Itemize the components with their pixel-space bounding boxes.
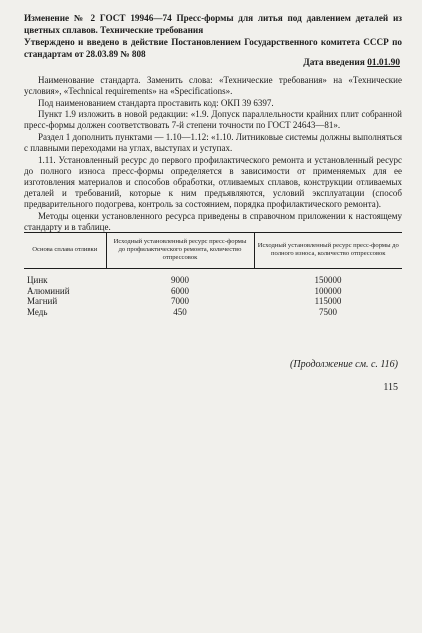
table-cell: 7500 [319,306,337,317]
table-cell: Алюминий [27,285,70,296]
approval-statement: Утверждено и введено в действие Постановлением Государственного комитета СССР по стандартам от 28.03.89 № 808 [24,37,402,59]
paragraph-5: 1.11. Установленный ресурс до первого профилактического ремонта и установленный ресурс до полного износа пресс-формы определяется в зависимости от применяемых для ее изготовления материалов и способов обработки, отливаемых сплавов, конструкции отливаемых деталей и требований, которые к ним предъявляются, условий эксплуатации (способ предварительного подогрева, контроль за состоянием, порядка профилактического ремонта). [24,154,402,210]
page-number: 115 [383,382,398,393]
paragraph-3: Пункт 1.9 изложить в новой редакции: «1.9. Допуск параллельности крайних плит собранной пресс-формы должен соответствовать 7-й степени точности по ГОСТ 24643—81». [24,109,402,131]
effective-date [303,58,400,68]
table-cell: Цинк [27,275,48,285]
continuation-note: (Продолжение см. с. 116) [290,359,398,370]
table-header-row [24,233,402,269]
table-header-repair-resource: Исходный установленный ресурс пресс-формы до профилактического ремонта, количество отпрессовок [106,233,254,269]
table-cell: 115000 [314,296,342,306]
paragraph-6: Методы оценки установленного ресурса приведены в справочном приложении к настоящему стандарту и в таблице. [24,210,402,232]
table-cell: 150000 [314,275,342,285]
paragraph-1: Наименование стандарта. Заменить слова: «Технические требования» на «Технические условия», «Technical requirements» на «Specifications». [24,75,402,97]
table-cell: Медь [27,306,48,317]
paragraph-2: Под наименованием стандарта проставить код: ОКП 39 6397. [38,97,274,108]
table-cell: Магний [27,296,58,306]
table-cell: 9000 [171,275,189,285]
table-cell: 6000 [171,285,189,296]
table-row [24,296,402,307]
resource-table [24,232,402,317]
table-header-alloy: Основа сплава отливки [24,233,106,269]
table-cell: 450 [173,306,187,317]
paragraph-4: Раздел 1 дополнить пунктами — 1.10—1.12: «1.10. Литниковые системы должны выполняться с плавными переходами на углах, выступах и уступах. [24,131,402,154]
table-row [24,269,402,286]
document-body [24,75,402,233]
table-row [24,307,402,318]
effective-date-value: 01.01.90 [367,58,400,68]
table-cell: 100000 [314,285,342,296]
effective-date-label: Дата введения [303,58,365,68]
table-row [24,286,402,297]
amendment-title: Изменение № 2 ГОСТ 19946—74 Пресс-формы для литья под давлением деталей из цветных сплавов. Технические требования [24,13,402,35]
table-header-wear-resource: Исходный установленный ресурс пресс-формы до полного износа, количество отпрессовок [254,233,402,269]
table-cell: 7000 [171,296,189,306]
